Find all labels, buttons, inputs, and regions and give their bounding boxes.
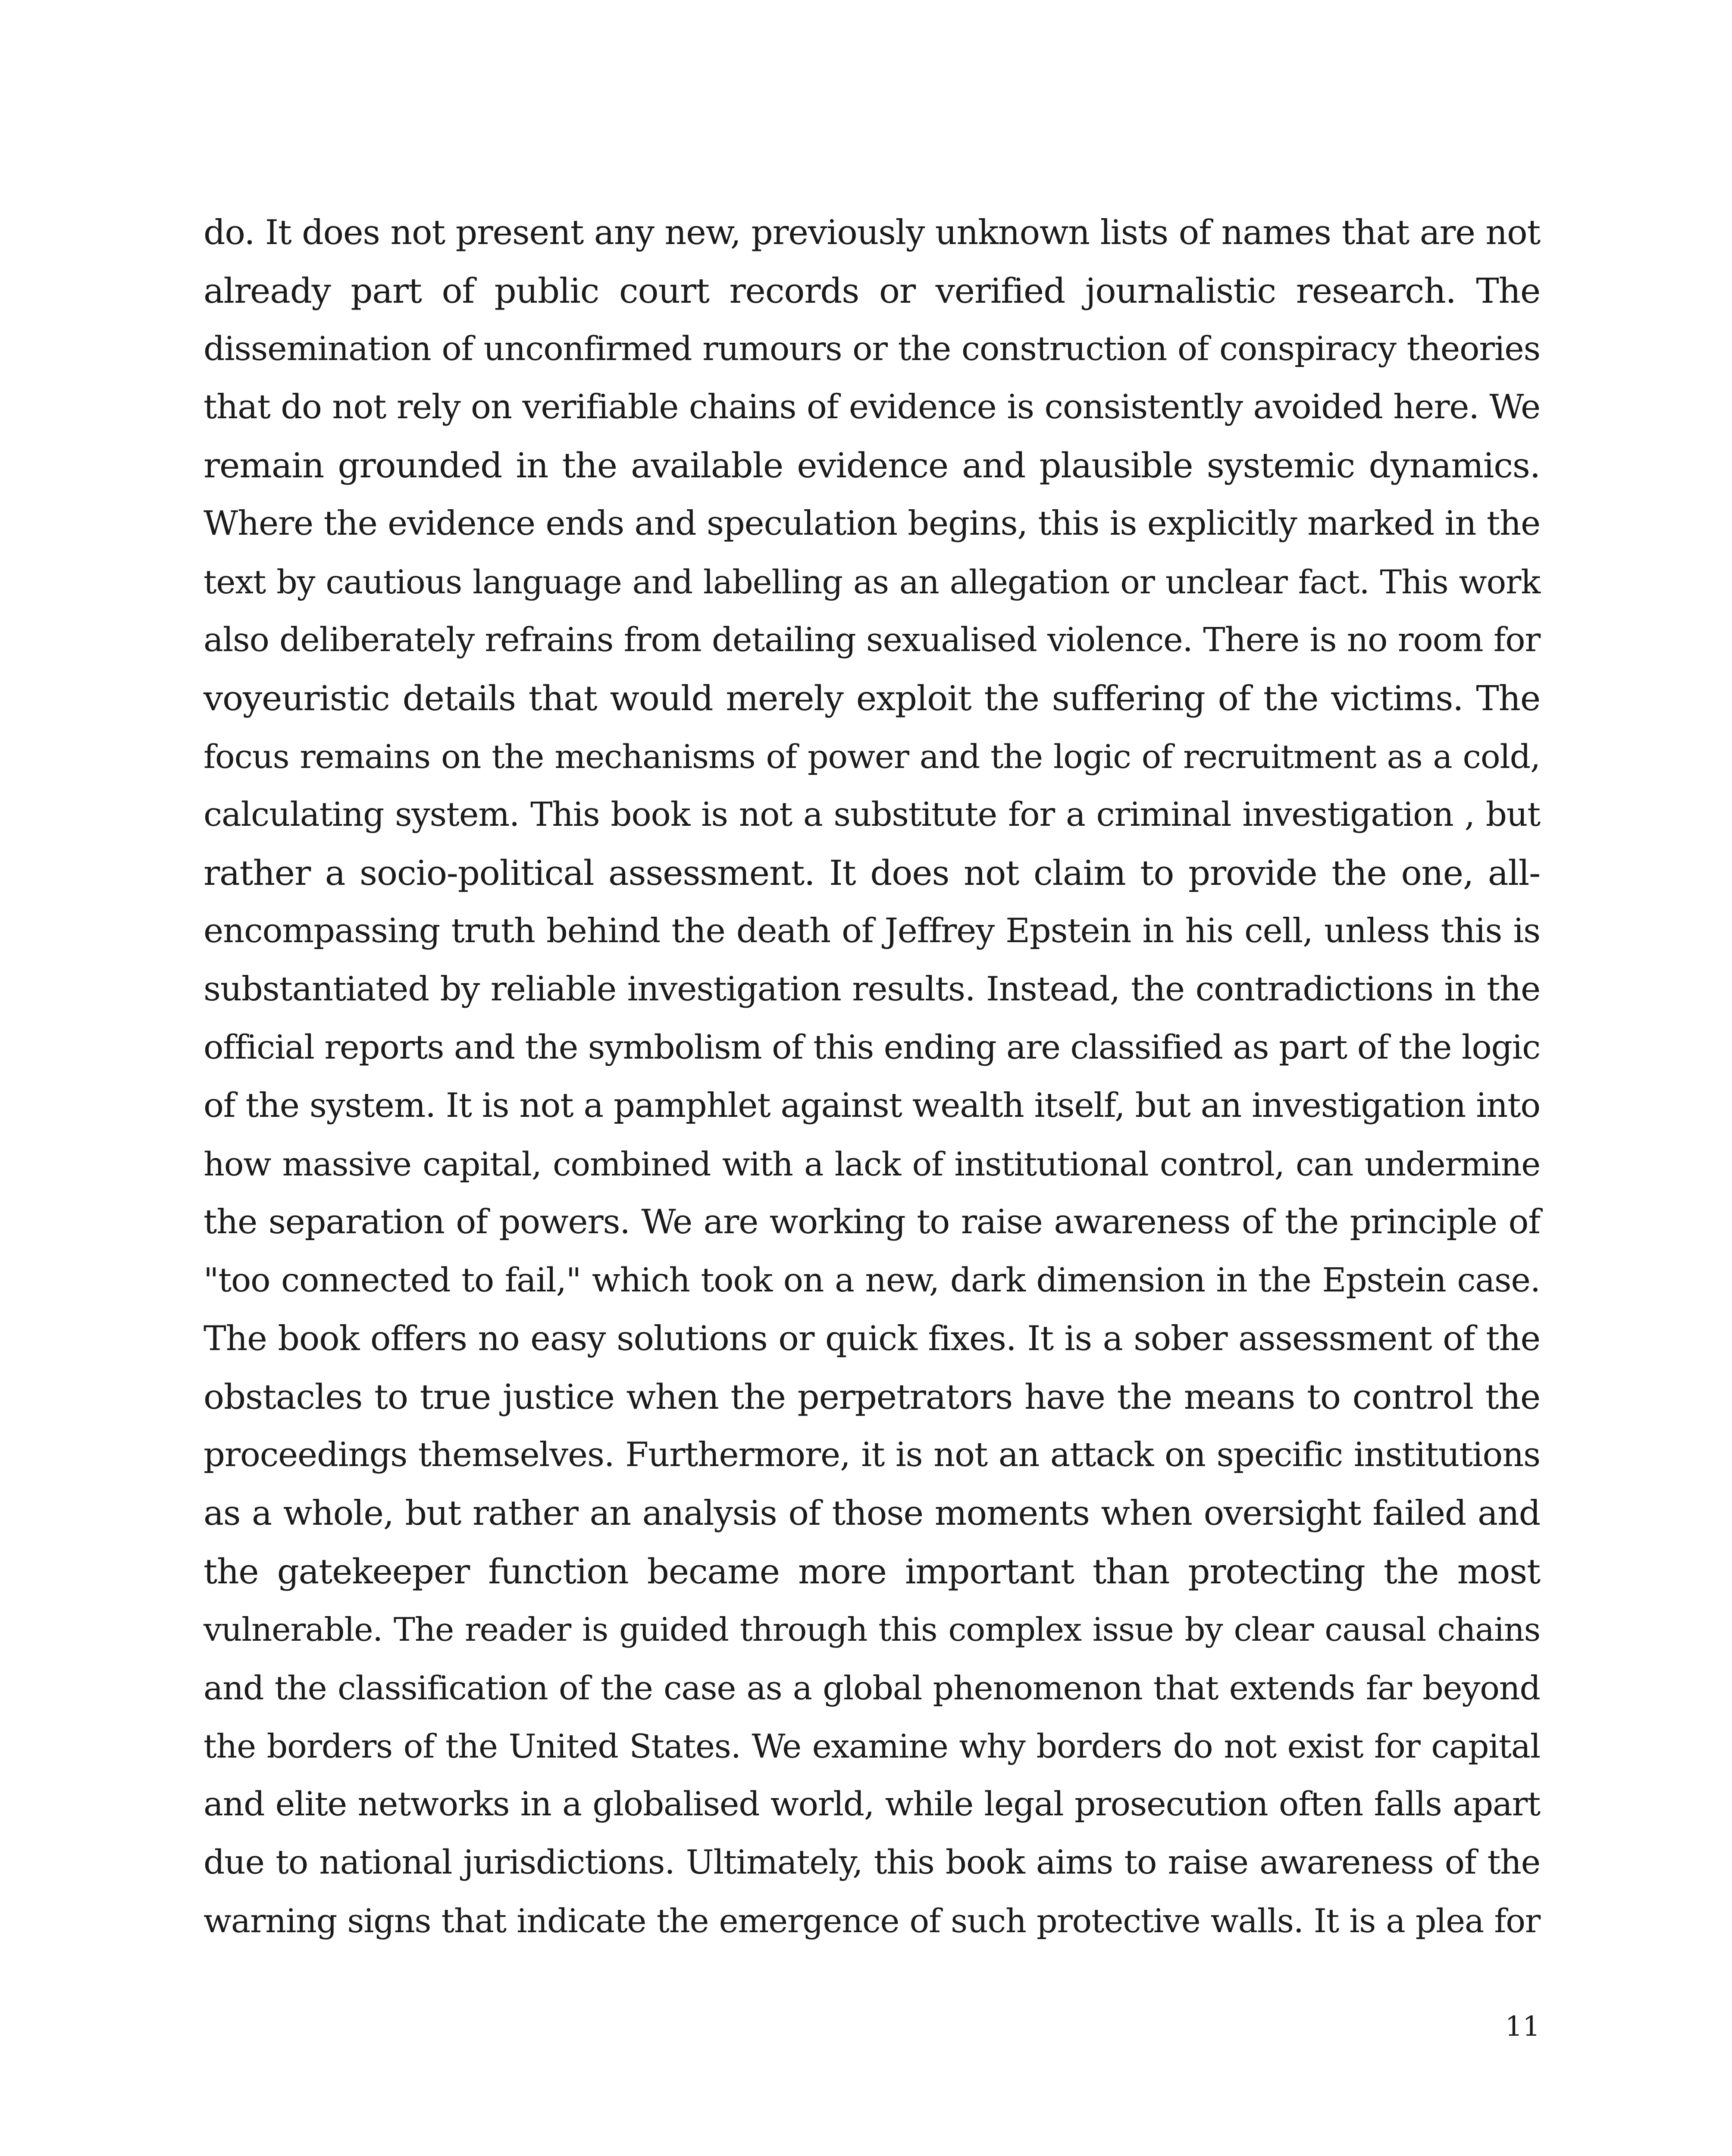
text-line: of the system. It is not a pamphlet against wealth itself, but an investigation into	[204, 1086, 1540, 1125]
text-line: text by cautious language and labelling as an allegation or unclear fact. This work	[204, 563, 1540, 601]
text-line: as a whole, but rather an analysis of those moments when oversight failed and	[204, 1493, 1540, 1533]
text-line: that do not rely on verifiable chains of evidence is consistently avoided here. We	[204, 388, 1540, 426]
text-line: how massive capital, combined with a lack of institutional control, can undermine	[204, 1145, 1540, 1183]
text-line: encompassing truth behind the death of Jeffrey Epstein in his cell, unless this is	[204, 912, 1540, 950]
text-line: already part of public court records or verified journalistic research. The	[204, 271, 1540, 311]
text-line: proceedings themselves. Furthermore, it is not an attack on specific institutions	[204, 1435, 1540, 1474]
text-line: due to national jurisdictions. Ultimately, this book aims to raise awareness of the	[204, 1843, 1540, 1882]
text-line: the gatekeeper function became more important than protecting the most	[204, 1551, 1540, 1592]
text-line: also deliberately refrains from detailing sexualised violence. There is no room for	[204, 621, 1540, 659]
text-line: official reports and the symbolism of this ending are classified as part of the logic	[204, 1028, 1540, 1067]
text-line: The book offers no easy solutions or quick fixes. It is a sober assessment of the	[204, 1319, 1540, 1358]
body-text	[204, 204, 1540, 1950]
text-line: the separation of powers. We are working to raise awareness of the principle of	[204, 1203, 1540, 1241]
text-line: Where the evidence ends and speculation begins, this is explicitly marked in the	[204, 504, 1540, 543]
text-line: obstacles to true justice when the perpetrators have the means to control the	[204, 1377, 1540, 1417]
text-line: warning signs that indicate the emergence of such protective walls. It is a plea for	[204, 1902, 1540, 1940]
text-line: the borders of the United States. We examine why borders do not exist for capital	[204, 1727, 1540, 1765]
page-number: 11	[1505, 2011, 1540, 2043]
text-line: voyeuristic details that would merely exploit the suffering of the victims. The	[204, 678, 1540, 718]
text-line: and elite networks in a globalised world, while legal prosecution often falls apart	[204, 1785, 1540, 1824]
text-line: focus remains on the mechanisms of power and the logic of recruitment as a cold,	[204, 737, 1540, 776]
text-line: do. It does not present any new, previously unknown lists of names that are not	[204, 213, 1540, 252]
text-line: vulnerable. The reader is guided through this complex issue by clear causal chains	[204, 1611, 1540, 1648]
text-line: substantiated by reliable investigation results. Instead, the contradictions in the	[204, 970, 1540, 1009]
text-line: and the classification of the case as a global phenomenon that extends far beyond	[204, 1669, 1540, 1707]
text-line: rather a socio-political assessment. It does not claim to provide the one, all-	[204, 853, 1540, 893]
text-line: "too connected to fail," which took on a new, dark dimension in the Epstein case.	[204, 1261, 1540, 1300]
text-line: remain grounded in the available evidence and plausible systemic dynamics.	[204, 445, 1540, 486]
text-line: calculating system. This book is not a substitute for a criminal investigation , but	[204, 796, 1540, 834]
text-line: dissemination of unconfirmed rumours or the construction of conspiracy theories	[204, 330, 1540, 368]
